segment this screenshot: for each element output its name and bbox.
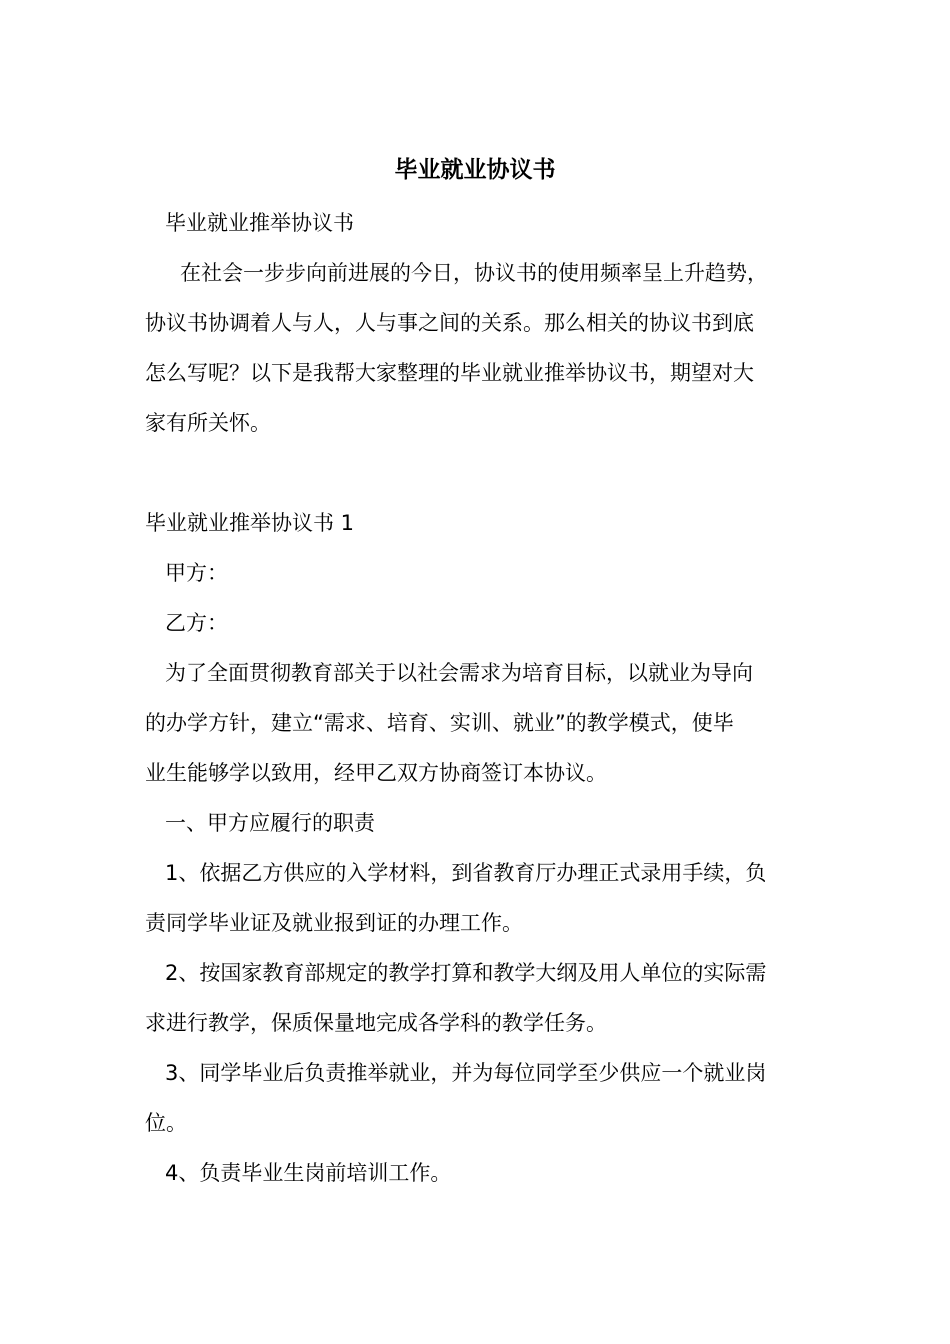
purpose-line-1: 为了全面贯彻教育部关于以社会需求为培育目标，以就业为导向: [165, 661, 753, 685]
intro-line-4: 家有所关怀。: [145, 411, 271, 435]
document-title: 毕业就业协议书: [394, 157, 556, 183]
item-3-line-2: 位。: [145, 1111, 187, 1135]
duty-heading: 一、甲方应履行的职责: [165, 811, 375, 835]
section-heading: 毕业就业推举协议书 1: [145, 511, 355, 535]
item-1-line-1: 1、依据乙方供应的入学材料，到省教育厅办理正式录用手续，负: [165, 861, 767, 885]
item-3-line-1: 3、同学毕业后负责推举就业，并为每位同学至少供应一个就业岗: [165, 1061, 767, 1085]
item-2-line-2: 求进行教学，保质保量地完成各学科的教学任务。: [145, 1011, 607, 1035]
party-b-label: 乙方：: [165, 611, 228, 635]
intro-line-3: 怎么写呢？以下是我帮大家整理的毕业就业推举协议书，期望对大: [145, 361, 754, 385]
item-4-line-1: 4、负责毕业生岗前培训工作。: [165, 1161, 452, 1185]
purpose-line-3: 业生能够学以致用，经甲乙双方协商签订本协议。: [145, 761, 607, 785]
document-subtitle: 毕业就业推举协议书: [165, 211, 354, 235]
intro-line-2: 协议书协调着人与人，人与事之间的关系。那么相关的协议书到底: [145, 311, 754, 335]
purpose-line-2: 的办学方针，建立“需求、培育、实训、就业”的教学模式，使毕: [145, 711, 734, 735]
party-a-label: 甲方：: [165, 561, 228, 585]
item-2-line-1: 2、按国家教育部规定的教学打算和教学大纲及用人单位的实际需: [165, 961, 767, 985]
item-1-line-2: 责同学毕业证及就业报到证的办理工作。: [145, 911, 523, 935]
intro-line-1: 在社会一步步向前进展的今日，协议书的使用频率呈上升趋势，: [180, 261, 768, 285]
